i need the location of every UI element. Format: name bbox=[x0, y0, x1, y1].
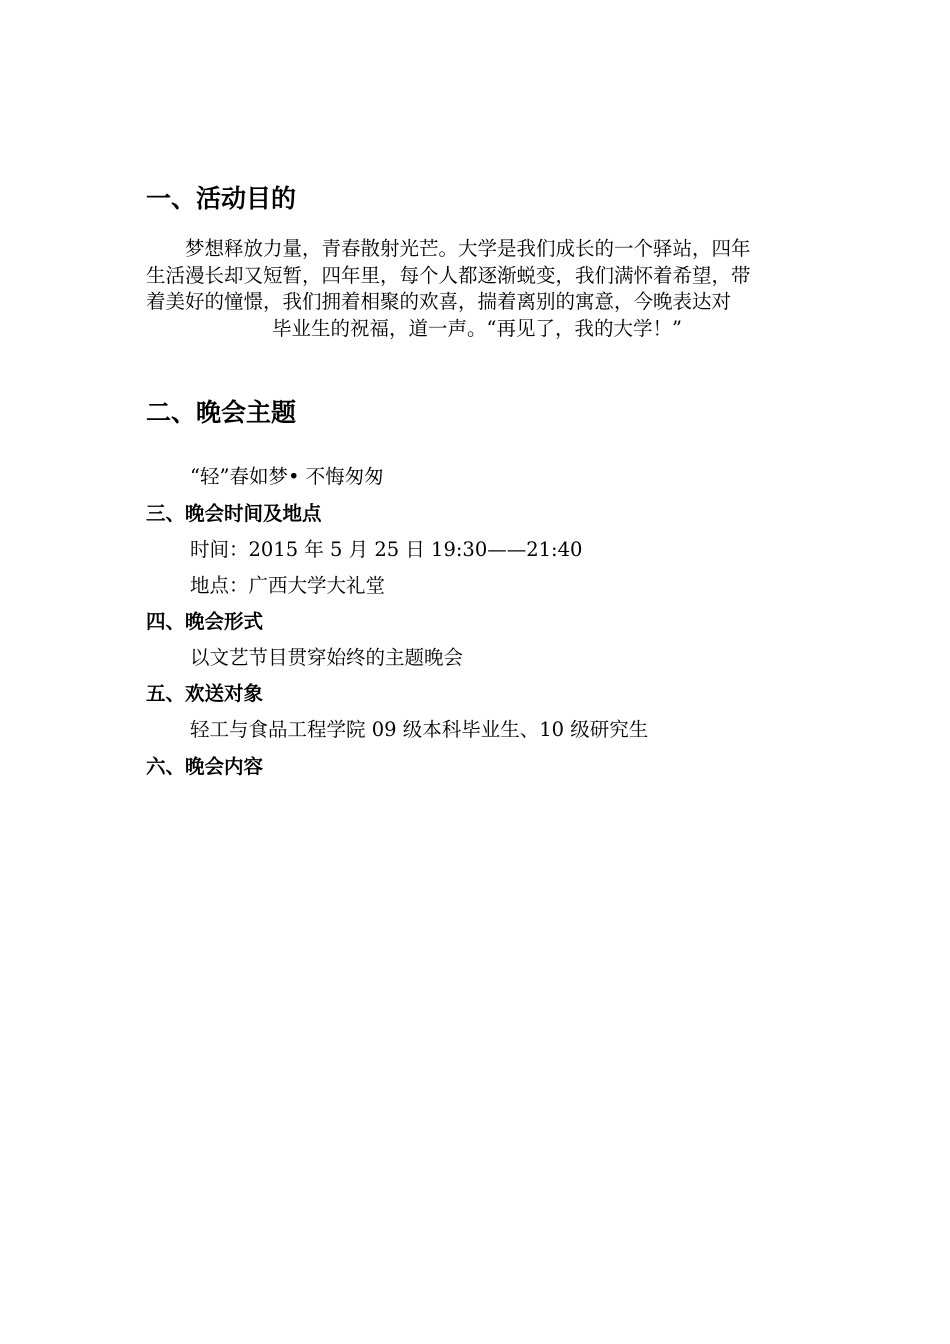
purpose-line-3: 着美好的憧憬，我们拥着相聚的欢喜，揣着离别的寓意，今晚表达对 bbox=[146, 290, 732, 313]
theme-text-part1: “轻”春如梦 bbox=[190, 465, 288, 488]
section-heading-audience: 五、欢送对象 bbox=[146, 682, 264, 705]
section-heading-time-place: 三、晚会时间及地点 bbox=[146, 502, 322, 525]
purpose-line-2: 生活漫长却又短暂，四年里，每个人都逐渐蜕变，我们满怀着希望，带 bbox=[146, 263, 751, 287]
section-heading-format: 四、晚会形式 bbox=[146, 610, 264, 633]
audience-text: 轻工与食品工程学院 09 级本科毕业生、10 级研究生 bbox=[190, 718, 649, 741]
theme-text-part2: • 不悔匆匆 bbox=[287, 465, 384, 488]
section-heading-theme: 二、晚会主题 bbox=[146, 398, 297, 427]
section-heading-purpose: 一、活动目的 bbox=[146, 184, 297, 213]
theme-text bbox=[190, 464, 384, 490]
purpose-line-4: 毕业生的祝福，道一声。“再见了，我的大学！” bbox=[272, 316, 682, 340]
section-heading-content: 六、晚会内容 bbox=[146, 755, 264, 778]
format-text: 以文艺节目贯穿始终的主题晚会 bbox=[190, 646, 464, 669]
time-text: 时间：2015 年 5 月 25 日 19:30——21:40 bbox=[190, 538, 583, 561]
purpose-paragraph bbox=[146, 236, 808, 342]
purpose-line-1: 梦想释放力量，青春散射光芒。大学是我们成长的一个驿站，四年 bbox=[146, 237, 751, 260]
place-text: 地点：广西大学大礼堂 bbox=[190, 574, 386, 597]
